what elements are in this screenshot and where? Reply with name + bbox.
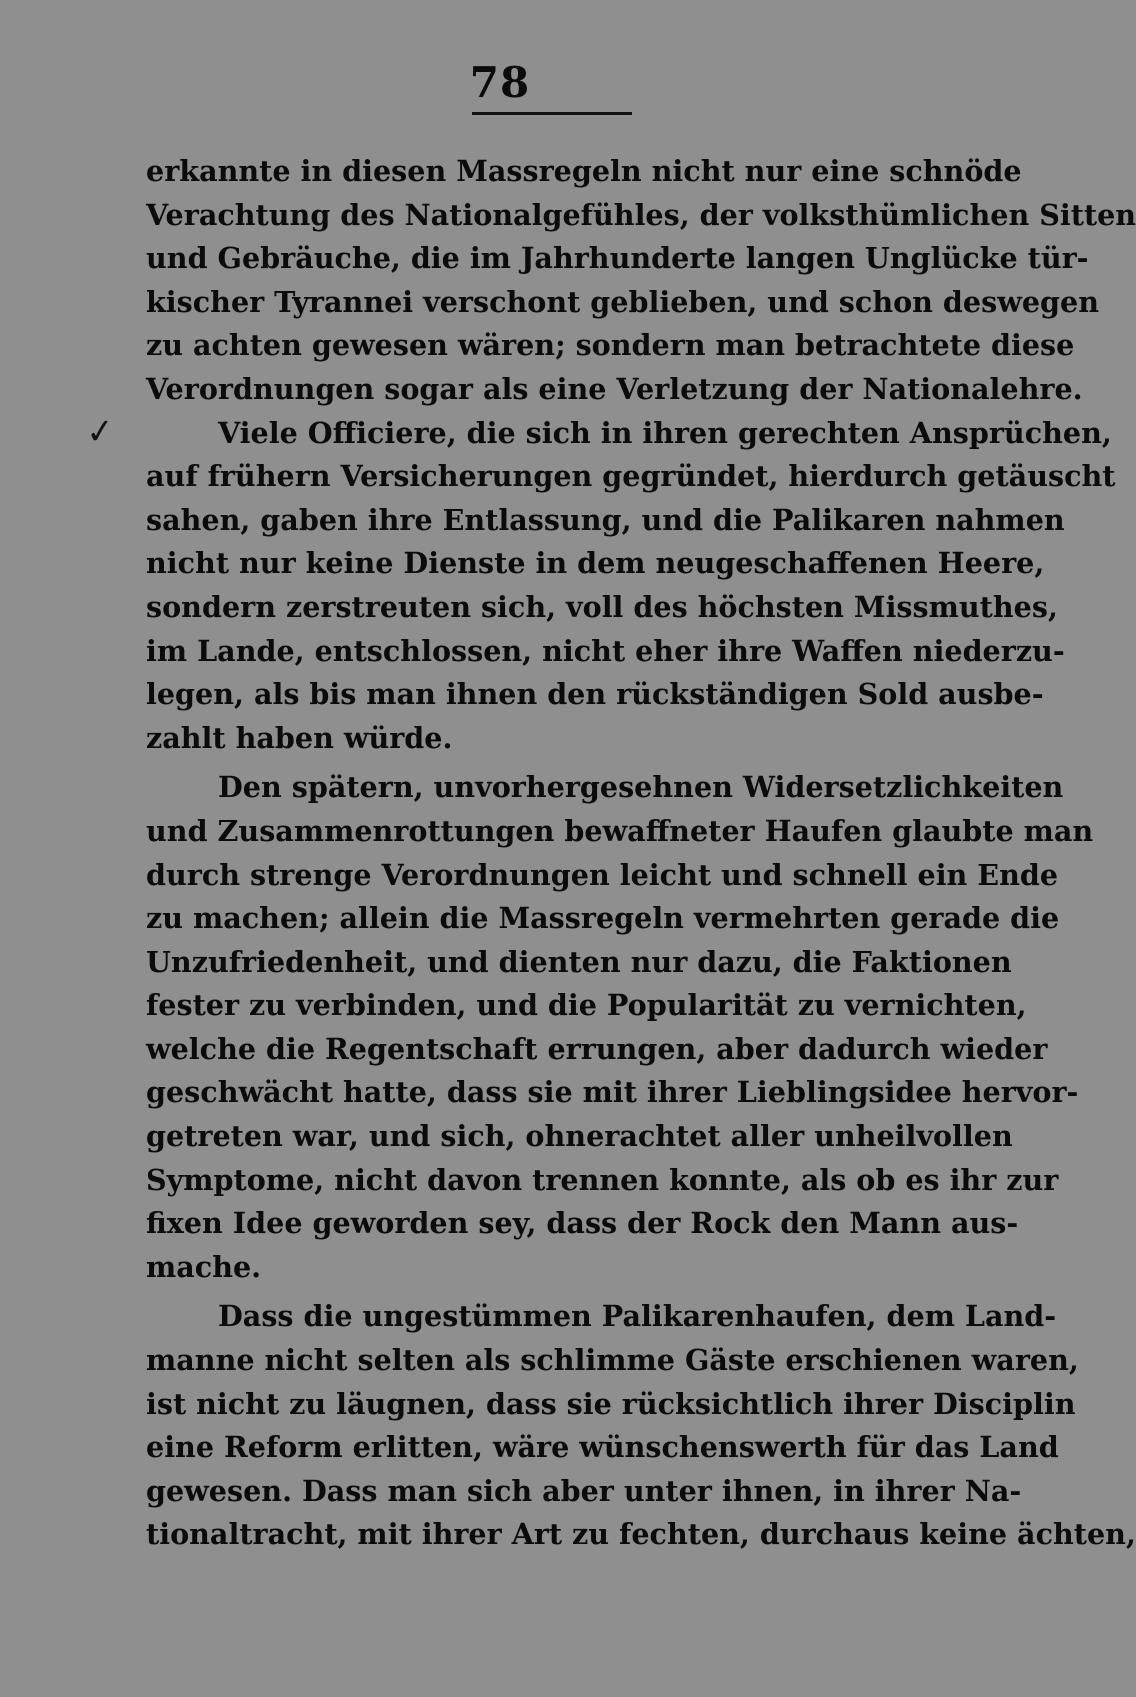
text-line: geschwächt hatte, dass sie mit ihrer Lieblingsidee hervor- <box>146 1075 1079 1110</box>
text-line: Den spätern, unvorhergesehnen Widersetzlichkeiten <box>218 770 1064 805</box>
text-line: legen, als bis man ihnen den rückständigen Sold ausbe- <box>146 677 1044 712</box>
text-line: zahlt haben würde. <box>146 720 453 755</box>
text-line: zu achten gewesen wären; sondern man betrachtete diese <box>146 328 1075 363</box>
text-line: und Gebräuche, die im Jahrhunderte langen Unglücke tür- <box>146 241 1089 276</box>
text-line: fester zu verbinden, und die Popularität zu vernichten, <box>146 988 1027 1023</box>
text-line: fixen Idee geworden sey, dass der Rock den Mann aus- <box>146 1206 1019 1241</box>
text-line: eine Reform erlitten, wäre wünschenswerth für das Land <box>146 1430 1059 1465</box>
text-line: sahen, gaben ihre Entlassung, und die Palikaren nahmen <box>146 502 1065 537</box>
text-line: im Lande, entschlossen, nicht eher ihre Waffen niederzu- <box>146 633 1065 668</box>
text-line: nicht nur keine Dienste in dem neugeschaffenen Heere, <box>146 546 1045 581</box>
text-line: Symptome, nicht davon trennen konnte, als ob es ihr zur <box>146 1162 1059 1197</box>
text-line: mache. <box>146 1249 262 1284</box>
page-number: 78 <box>469 58 531 107</box>
text-line: Unzufriedenheit, und dienten nur dazu, die Faktionen <box>146 944 1012 979</box>
text-line: ist nicht zu läugnen, dass sie rücksichtlich ihrer Disciplin <box>146 1386 1076 1421</box>
handwritten-check-mark: ✓ <box>83 410 117 454</box>
header-rule <box>472 112 632 115</box>
text-line: zu machen; allein die Massregeln vermehrten gerade die <box>146 901 1060 936</box>
text-line: und Zusammenrottungen bewaffneter Haufen glaubte man <box>146 813 1094 848</box>
text-line: Verordnungen sogar als eine Verletzung der Nationalehre. <box>146 371 1083 406</box>
text-line: durch strenge Verordnungen leicht und schnell ein Ende <box>146 857 1059 892</box>
text-line: welche die Regentschaft errungen, aber dadurch wieder <box>146 1031 1048 1066</box>
text-line: gewesen. Dass man sich aber unter ihnen, in ihrer Na- <box>146 1473 1022 1508</box>
text-line: Dass die ungestümmen Palikarenhaufen, dem Land- <box>218 1299 1057 1334</box>
text-line: kischer Tyrannei verschont geblieben, und schon deswegen <box>146 284 1099 319</box>
text-line: tionaltracht, mit ihrer Art zu fechten, durchaus keine ächten, <box>146 1517 1136 1552</box>
body-text <box>146 150 1136 1557</box>
text-line: sondern zerstreuten sich, voll des höchsten Missmuthes, <box>146 589 1058 624</box>
text-line: Viele Officiere, die sich in ihren gerechten Ansprüchen, <box>218 415 1112 450</box>
text-line: Verachtung des Nationalgefühles, der volksthümlichen Sitten <box>146 197 1136 232</box>
text-line: manne nicht selten als schlimme Gäste erschienen waren, <box>146 1343 1079 1378</box>
text-line: erkannte in diesen Massregeln nicht nur eine schnöde <box>146 154 1022 188</box>
text-line: getreten war, und sich, ohnerachtet aller unheilvollen <box>146 1119 1013 1154</box>
text-line: auf frühern Versicherungen gegründet, hierdurch getäuscht <box>146 459 1116 494</box>
